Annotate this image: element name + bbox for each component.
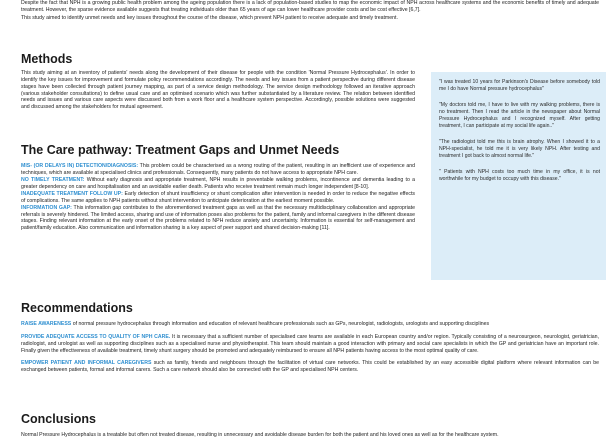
recommendation-text: It is necessary that a sufficient number of specialised care teams are available in each European country and/or region. Typically consisting of a neurosurgeon, neurologist, geriatrician, radiologist, and urologist as well as supporting disciplines such as a specialised nurse and physiotherapist. This team should maintain a good interaction with primary and social care specialists in which the GP and geriatrician have an important role. Finally given the effectiveness of available treatment, timely shunt surgery should be promoted and adequately reimbursed to ensure all NPH patients having access to the most optimal quality of care. (21, 333, 599, 354)
intro-paragraph: Despite the fact that NPH is a growing public health problem among the ageing population there is a lack of population-based studies to map the economic impact of NPH across healthcare systems and the economic benefits of timely and adequate treatment. However, the sparse evidence available suggests that treating individuals older than 65 years of age can lower healthcare provider costs and be cost effective [6,7]. (21, 0, 599, 13)
care-item-information-gap (21, 205, 415, 232)
conclusions-paragraph: Normal Pressure Hydrocephalus is a treatable but often not treated disease, resulting in unnecessary and avoidable disease burden for both the patient and his loved ones as well as for the healthcare system. (21, 432, 499, 438)
recommendations-section (21, 321, 599, 380)
recommendation-access (21, 334, 599, 355)
recommendation-awareness (21, 321, 599, 328)
recommendations-heading: Recommendations (21, 301, 133, 315)
patient-quote: "I was treated 10 years for Parkinson's Disease before somebody told me I do have Normal pressure hydrocephalus" (439, 79, 600, 92)
conclusions-heading: Conclusions (21, 412, 97, 426)
care-item-text: This problem could be characterised as a wrong routing of the patient, resulting in an inefficient use of experience and techniques, which are available at specialised clinics and professionals. Consequently, many patients do not have access to appropriate NPH care. (21, 163, 415, 176)
care-pathway-section (21, 163, 415, 232)
care-item-text: Early detection of shunt insufficiency or shunt complication after intervention is needed in order to reduce the negative effects of complications. The same applies to NPH patients without shunt intervention to anticipate deterioration at the earliest moment possible. (21, 190, 416, 204)
care-item-follow-up (21, 191, 415, 205)
patient-quote: "My doctors told me, I have to live with my walking problems, there is no treatment. Then I read the article in the newspaper about Normal Pressure Hydrocephalus and I recognized myself. After getting treatment, I can participate at my social life again.." (439, 102, 600, 129)
keyword-label: NO TIMELY TREATMENT: (21, 176, 85, 183)
methods-section (21, 70, 415, 111)
recommendation-text: of normal pressure hydrocephalus through information and education of relevant healthcare professionals such as GPs, neurologist, radiologists, urologists and supporting disciplines (71, 321, 490, 327)
patient-quote: "The radiologist told me this is brain atrophy. When I showed it to a NPH-specialist, he told me it is very likely NPH. After testing and treatment I got back to almost normal life." (439, 139, 600, 159)
patient-quotes-box (431, 72, 606, 280)
study-aim-paragraph: This study aimed to identify unmet needs and key issues throughout the course of the disease, which prevent NPH patient to receive adequate and timely treatment. (21, 14, 398, 21)
care-item-detection (21, 163, 415, 177)
keyword-label: PROVIDE ADEQUATE ACCESS TO QUALITY OF NPH CARE. (21, 333, 171, 340)
care-pathway-heading: The Care pathway: Treatment Gaps and Unmet Needs (21, 143, 340, 157)
recommendation-text: such as family, friends and neighbours through the facilitation of virtual care networks. This could be established by an easy accessible digital platform where relevant information can be exchanged between patients, formal and informal carers. Such a care network should also be connected with the GP and specialised NPH centers. (21, 360, 599, 374)
care-item-text: Without early diagnosis and appropriate treatment, NPH results in preventable walking problems, incontinence and dementia leading to a greater dependency on care and hospitalisation and an avoidable earlier death. Patients who receive treatment remain much longer independent [8-10]. (21, 176, 415, 190)
methods-paragraph: This study aiming at an inventory of patients' needs along the development of their disease for people with the condition 'Normal Pressure Hydrocephalus'. In order to identify the key issues for improvement and formulate policy recommendations accordingly. The needs and key issues from a patient perspective during different disease stages have been collected through patient journey mapping, as part of a service design methodology. The service design methodology followed an iterative approach (various stakeholder consultations) to define usual care and an optimised scenario which was further substantiated by a literature review. The relation between identified needs and issues and various care aspects were discussed both from a work floor and a healthcare system perspective. Accordingly, possible solutions were suggested and discussed among the stakeholders for mutual agreement. (21, 70, 415, 111)
intro-section (21, 0, 599, 22)
keyword-label: INFORMATION GAP: (21, 204, 72, 211)
keyword-label: MIS- (OR DELAYS IN) DETECTION/DIAGNOSIS: (21, 163, 139, 169)
patient-quote: " Patients with NPH costs too much time in my office, it is not worthwhile for my budget to occupy with this disease." (439, 169, 600, 183)
care-item-text: This information gap contributes to the aforementioned treatment gaps as well as that the necessary multidisciplinary collaboration and appropriate referrals is severely hindered. The limited access, sharing and use of information poses also problems for the patient, family and informal caregivers in the different disease stages. Finding relevant information at the early onset of the problems related to NPH reduce anxiety and uncertainty. Information is essential for self-management and patient/family education. Also communication and information sharing is a key aspect of peer support and shared decision-making [11]. (21, 204, 416, 232)
keyword-label: EMPOWER PATIENT AND INFORMAL CAREGIVERS (21, 360, 152, 367)
care-item-treatment (21, 177, 415, 191)
conclusions-section (21, 432, 599, 439)
recommendation-empower (21, 360, 599, 374)
keyword-label: RAISE AWARENESS (21, 321, 72, 327)
document-page (21, 0, 606, 438)
methods-heading: Methods (21, 52, 73, 66)
keyword-label: INADEQUATE TREATMENT FOLLOW UP: (21, 190, 123, 197)
